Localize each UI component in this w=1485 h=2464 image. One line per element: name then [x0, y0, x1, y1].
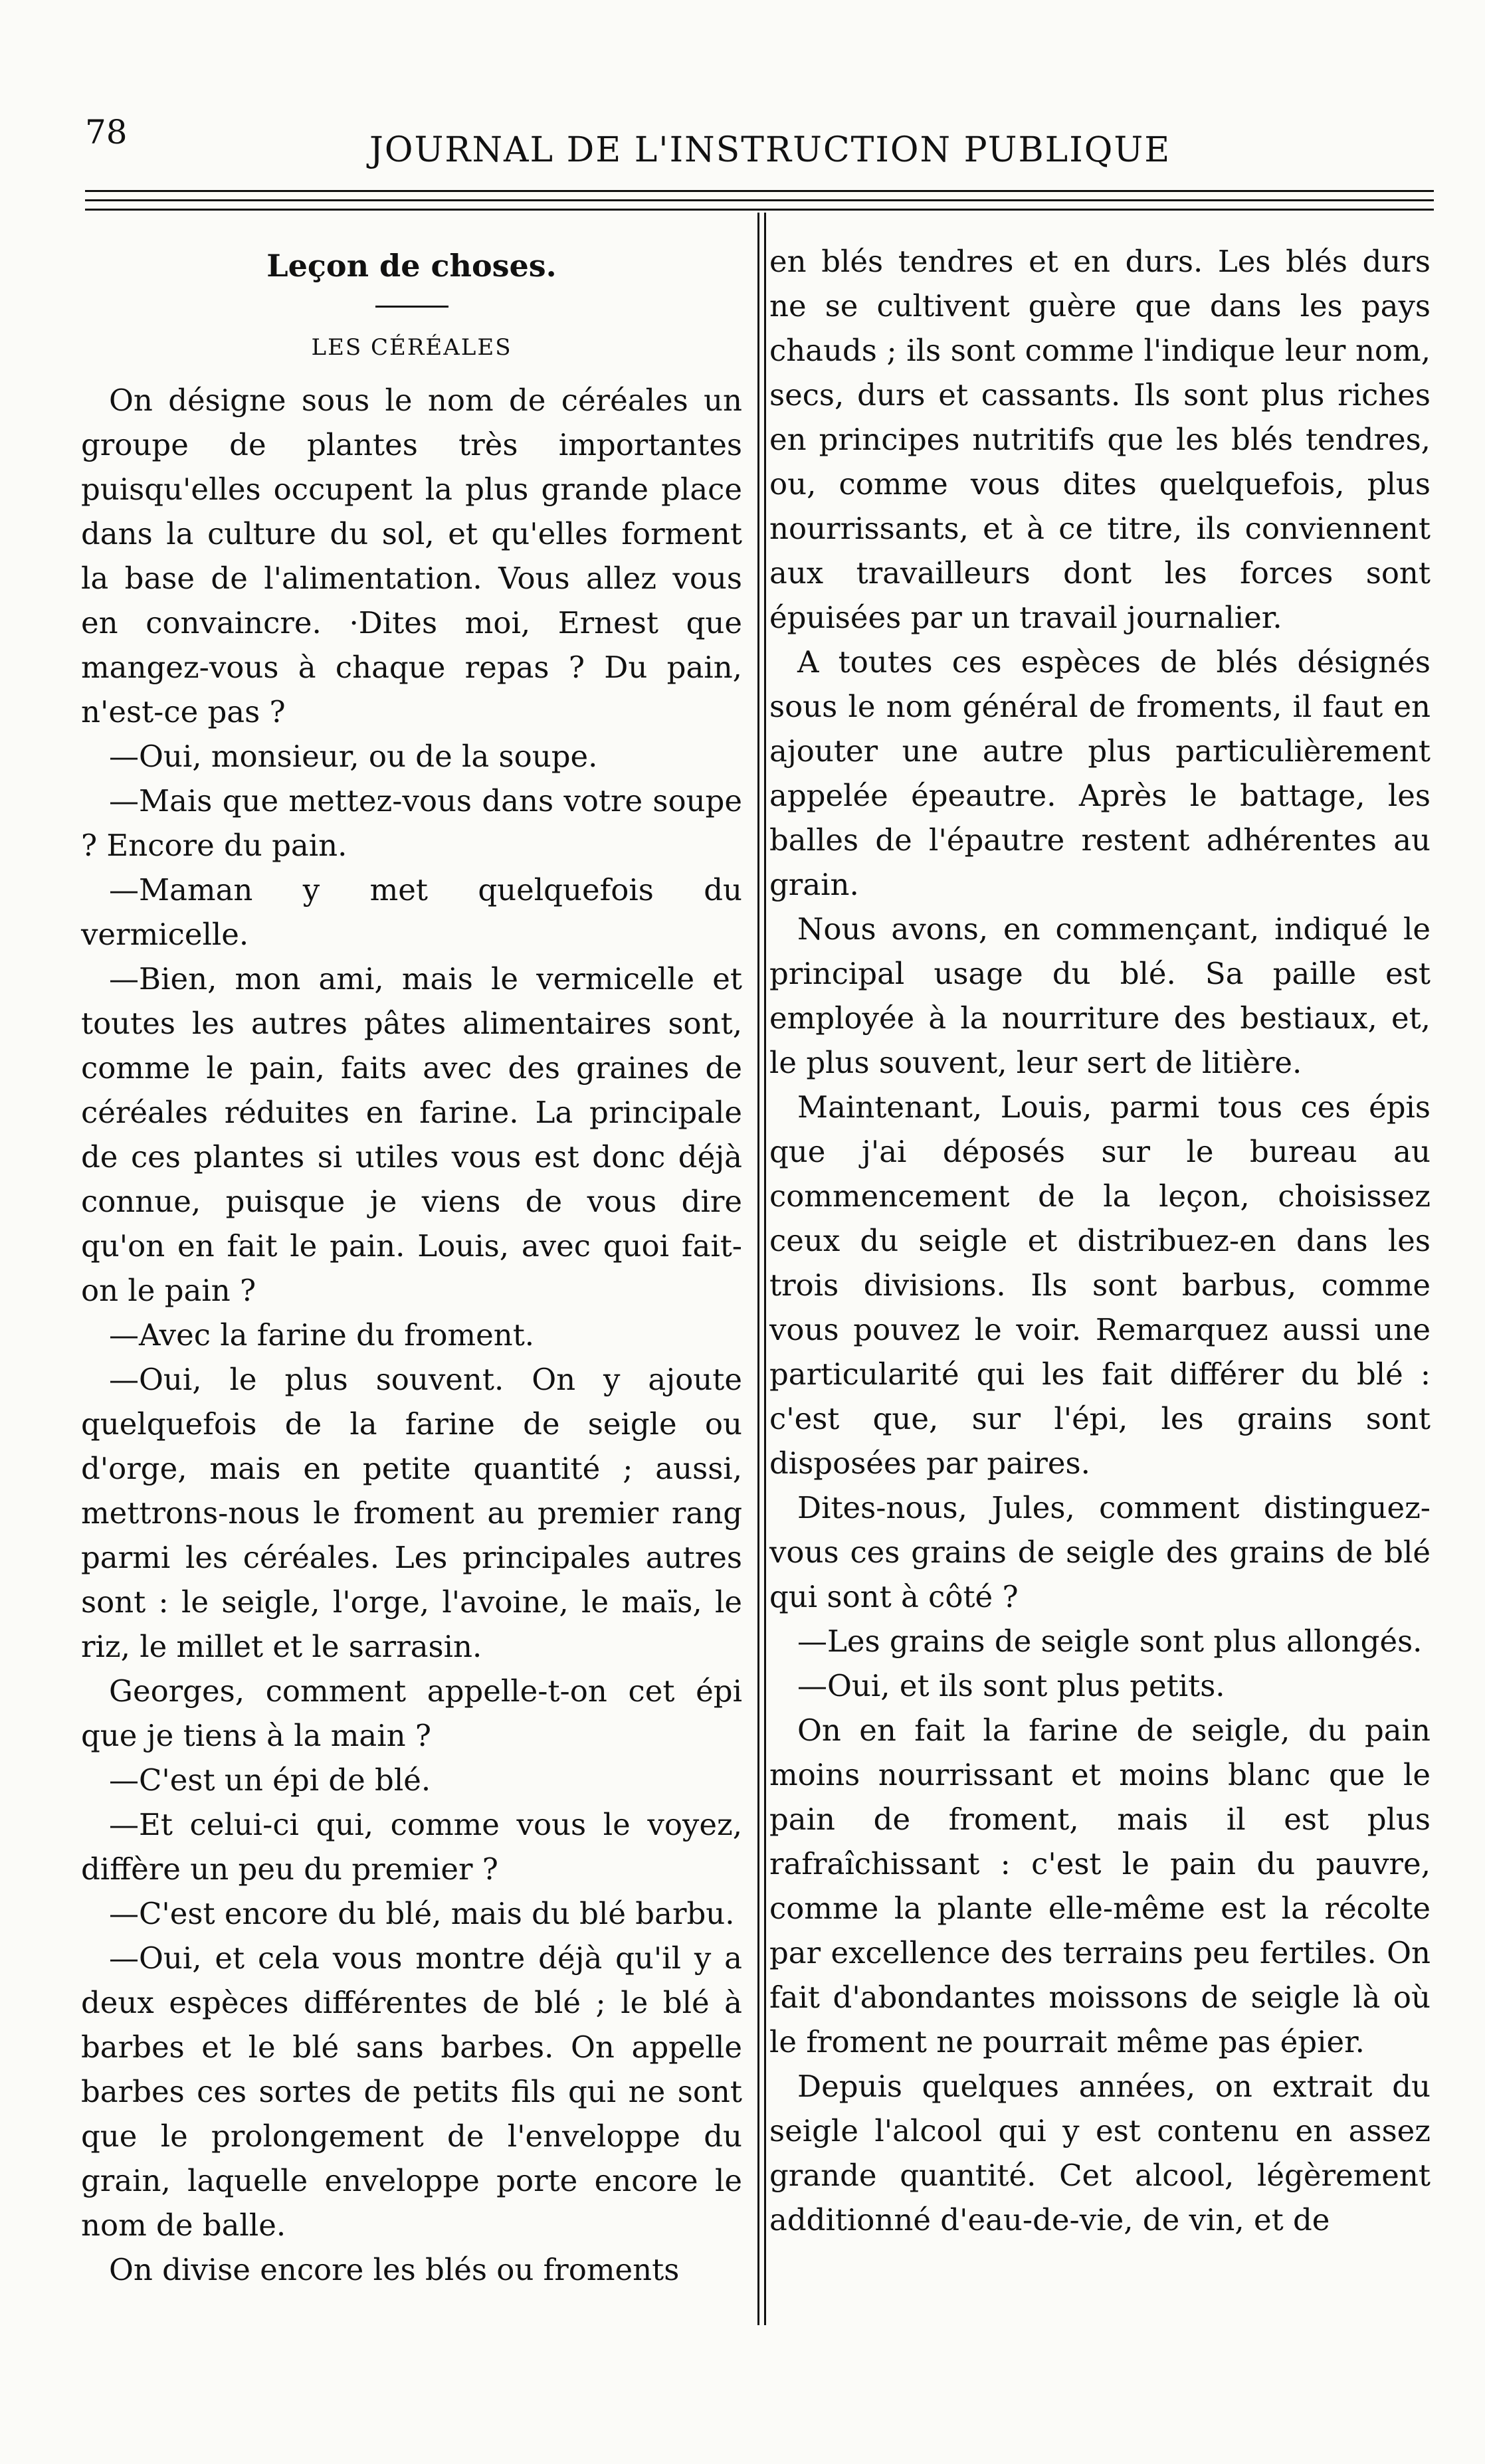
- paragraph: —Bien, mon ami, mais le vermicelle et toutes les autres pâtes alimentaires sont, comme le pain, faits avec des graines de céréales réduites en farine. La principale de ces plantes si utiles vous est donc déjà connue, puisque je viens de vous dire qu'on en fait le pain. Louis, avec quoi fait-on le pain ?: [81, 961, 742, 1308]
- paragraph: —Les grains de seigle sont plus allongés.: [797, 1624, 1423, 1659]
- header-rule-top: [85, 190, 1434, 192]
- header-rule-middle: [85, 199, 1434, 201]
- column-divider-second: [764, 213, 766, 2325]
- header-rule-bottom: [85, 209, 1434, 211]
- paragraph: Depuis quelques années, on extrait du seigle l'alcool qui y est contenu en assez grande quantité. Cet alcool, légèrement additionné d'eau-de-vie, de vin, et de: [769, 2069, 1431, 2237]
- column-divider: [757, 213, 759, 2325]
- paragraph: On divise encore les blés ou froments: [109, 2252, 680, 2287]
- paragraph: Nous avons, en commençant, indiqué le principal usage du blé. Sa paille est employée à la nourriture des bestiaux, et, le plus souvent, leur sert de litière.: [769, 911, 1431, 1080]
- paragraph: —Oui, le plus souvent. On y ajoute quelquefois de la farine de seigle ou d'orge, mais en petite quantité ; aussi, mettrons-nous le froment au premier rang parmi les céréales. Les principales autres sont : le seigle, l'orge, l'avoine, le maïs, le riz, le millet et le sarrasin.: [81, 1362, 742, 1664]
- right-column: [769, 239, 1431, 2242]
- page-number: 78: [85, 113, 128, 151]
- paragraph: On désigne sous le nom de céréales un groupe de plantes très importantes puisqu'elles occupent la plus grande place dans la culture du sol, et qu'elles forment la base de l'alimentation. Vous allez vous en convaincre. ·Dites moi, Ernest que mangez-vous à chaque repas ? Du pain, n'est-ce pas ?: [81, 383, 742, 729]
- paragraph: —Oui, et ils sont plus petits.: [797, 1668, 1225, 1703]
- paragraph: —Oui, monsieur, ou de la soupe.: [109, 739, 598, 774]
- paragraph: On en fait la farine de seigle, du pain moins nourrissant et moins blanc que le pain de froment, mais il est plus rafraîchissant : c'est le pain du pauvre, comme la plante elle-même est la récolte par excellence des terrains peu fertiles. On fait d'abondantes moissons de seigle là où le froment ne pourrait même pas épier.: [769, 1713, 1431, 2059]
- paragraph: —Et celui-ci qui, comme vous le voyez, diffère un peu du premier ?: [81, 1807, 742, 1887]
- paragraph: Maintenant, Louis, parmi tous ces épis que j'ai déposés sur le bureau au commencement de la leçon, choisissez ceux du seigle et distribuez-en dans les trois divisions. Ils sont barbus, comme vous pouvez le voir. Remarquez aussi une particularité qui les fait différer du blé : c'est que, sur l'épi, les grains sont disposées par paires.: [769, 1090, 1431, 1481]
- running-title: JOURNAL DE L'INSTRUCTION PUBLIQUE: [369, 130, 1171, 170]
- paragraph: —Avec la farine du froment.: [109, 1317, 535, 1353]
- title-rule: [375, 306, 448, 308]
- lesson-subject: LES CÉRÉALES: [311, 334, 512, 361]
- left-column: [81, 239, 742, 2292]
- paragraph: Dites-nous, Jules, comment distinguez-vous ces grains de seigle des grains de blé qui sont à côté ?: [769, 1490, 1431, 1614]
- paragraph: en blés tendres et en durs. Les blés durs ne se cultivent guère que dans les pays chauds ; ils sont comme l'indique leur nom, secs, durs et cassants. Ils sont plus riches en principes nutritifs que les blés tendres, ou, comme vous dites quelquefois, plus nourrissants, et à ce titre, ils conviennent aux travailleurs dont les forces sont épuisées par un travail journalier.: [769, 244, 1431, 635]
- paragraph: —C'est encore du blé, mais du blé barbu.: [109, 1896, 735, 1931]
- paragraph: —Oui, et cela vous montre déjà qu'il y a deux espèces différentes de blé ; le blé à barbes et le blé sans barbes. On appelle barbes ces sortes de petits fils qui ne sont que le prolongement de l'enveloppe du grain, laquelle enveloppe porte encore le nom de balle.: [81, 1941, 742, 2243]
- paragraph: —Maman y met quelquefois du vermicelle.: [81, 872, 742, 952]
- paragraph: A toutes ces espèces de blés désignés sous le nom général de froments, il faut en ajouter une autre plus particulièrement appelée épeautre. Après le battage, les balles de l'épautre restent adhérentes au grain.: [769, 644, 1431, 902]
- paragraph: —C'est un épi de blé.: [109, 1762, 431, 1798]
- paragraph: Georges, comment appelle-t-on cet épi que je tiens à la main ?: [81, 1673, 742, 1753]
- paragraph: —Mais que mettez-vous dans votre soupe ? Encore du pain.: [81, 783, 742, 863]
- lesson-title: Leçon de choses.: [266, 248, 557, 284]
